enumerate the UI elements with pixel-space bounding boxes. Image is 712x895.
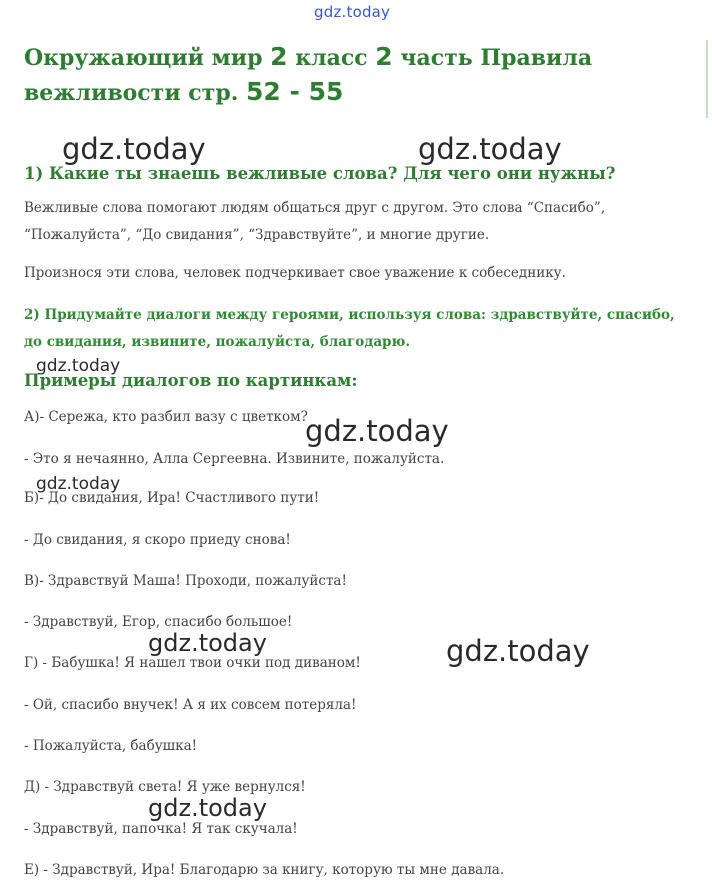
watermark: gdz.today (148, 629, 267, 657)
title-grade: 2 (270, 42, 288, 71)
dialog-line: - Здравствуй, Егор, спасибо большое! (24, 614, 293, 630)
watermark: gdz.today (446, 634, 590, 668)
watermark: gdz.today (305, 414, 449, 448)
question-2: 2) Придумайте диалоги между героями, используя слова: здравствуйте, спасибо, до свидания, извините, пожалуйста, благодарю. (24, 307, 675, 350)
dialog-line: А)- Сережа, кто разбил вазу с цветком? (24, 409, 308, 425)
watermark-top: gdz.today (314, 3, 391, 21)
dialog-line: - Ой, спасибо внучек! А я их совсем потеряла! (24, 697, 357, 713)
watermark: gdz.today (62, 132, 206, 166)
answer-paragraph: Произнося эти слова, человек подчеркивает свое уважение к собеседнику. (24, 265, 566, 281)
dialog-line: - Пожалуйста, бабушка! (24, 738, 198, 754)
dialog-line: Г) - Бабушка! Я нашел твои очки под диваном! (24, 655, 361, 671)
title-part-number: 2 (375, 42, 393, 71)
examples-title: Примеры диалогов по картинкам: (24, 371, 358, 390)
question-1: 1) Какие ты знаешь вежливые слова? Для чего они нужны? (24, 164, 616, 183)
title-part: часть Правила вежливости стр. (24, 45, 593, 106)
page-title (24, 40, 664, 110)
watermark: gdz.today (36, 356, 121, 376)
dialog-line: - До свидания, я скоро приеду снова! (24, 532, 291, 548)
dialog-line: Д) - Здравствуй света! Я уже вернулся! (24, 779, 306, 795)
title-part: класс (287, 45, 376, 71)
decorative-divider (706, 40, 708, 118)
dialog-line: Е) - Здравствуй, Ира! Благодарю за книгу, которую ты мне давала. (24, 862, 505, 878)
watermark: gdz.today (148, 794, 267, 822)
dialog-line: - Это я нечаянно, Алла Сергеевна. Извините, пожалуйста. (24, 451, 445, 467)
watermark: gdz.today (418, 132, 562, 166)
dialog-line: - Здравствуй, папочка! Я так скучала! (24, 821, 298, 837)
title-pages: 52 - 55 (246, 77, 344, 106)
title-part: Окружающий мир (24, 45, 271, 71)
watermark: gdz.today (36, 474, 121, 494)
answer-paragraph: Вежливые слова помогают людям общаться друг с другом. Это слова “Спасибо”, “Пожалуйста”, “До свидания”, “Здравствуйте”, и многие другие. (24, 200, 606, 243)
dialog-line: В)- Здравствуй Маша! Проходи, пожалуйста! (24, 573, 347, 589)
dialog-line: Б)- До свидания, Ира! Счастливого пути! (24, 490, 320, 506)
